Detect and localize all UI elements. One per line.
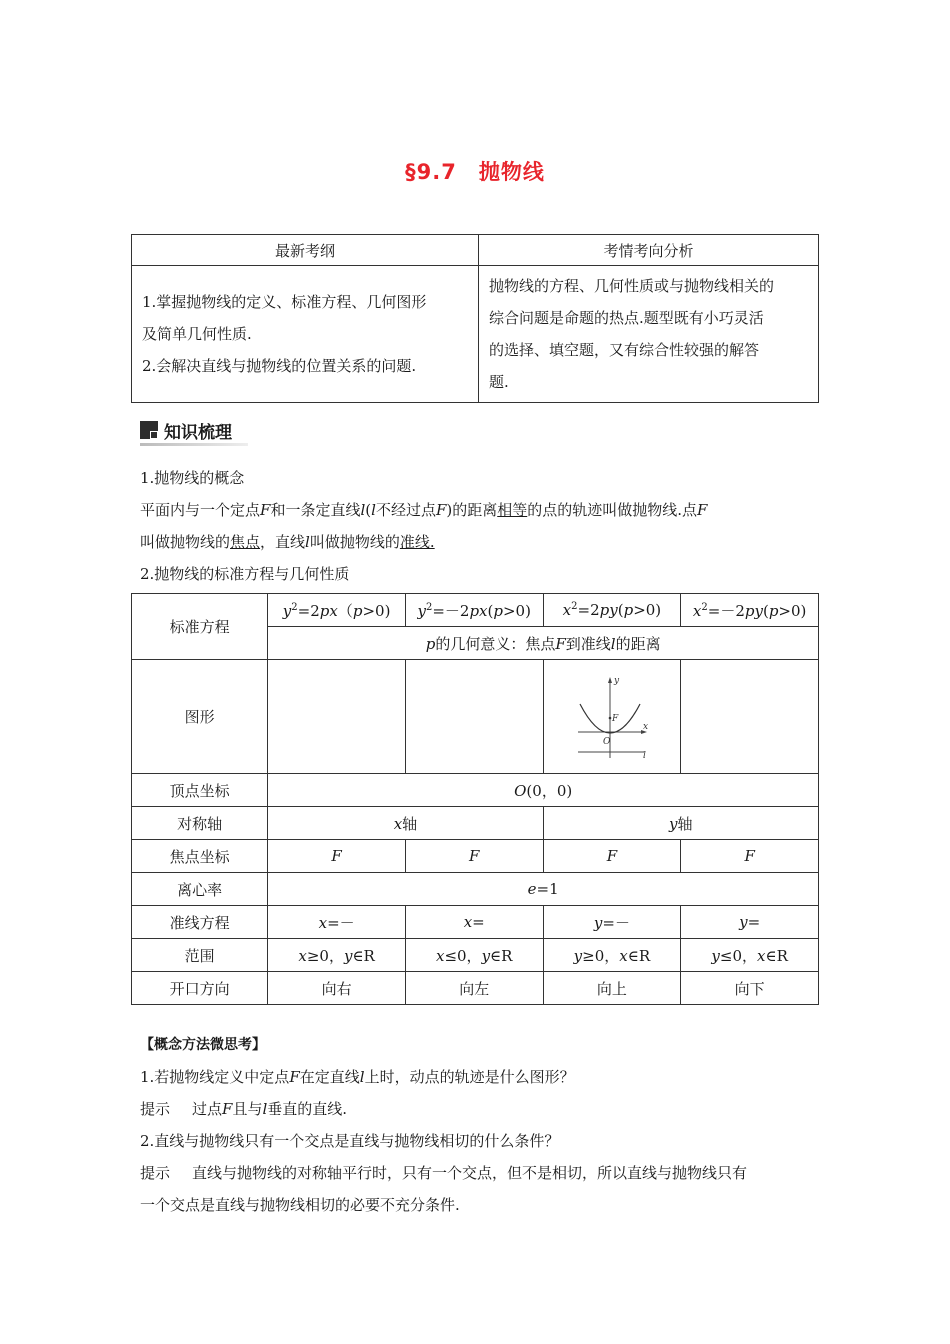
think-heading: 【概念方法微思考】 <box>140 1037 266 1053</box>
diagram-F-label: F <box>611 713 619 724</box>
p-meaning-cell: p的几何意义：焦点F到准线l的距离 <box>268 627 819 660</box>
answer-1: 提示 过点F且与l垂直的直线. <box>140 1100 348 1118</box>
row-label-range: 范围 <box>132 939 268 972</box>
equation-cell: $y^2=-2px(p>0)$ <box>405 594 543 627</box>
equation-cell: $x^2=2py(p>0)$ <box>543 594 681 627</box>
syllabus-header-left: 最新考纲 <box>132 235 479 266</box>
syllabus-left-line: 1.掌握抛物线的定义、标准方程、几何图形 <box>142 293 427 311</box>
diagram-O-label: O <box>602 736 611 747</box>
question-2: 2.直线与抛物线只有一个交点是直线与抛物线相切的什么条件？ <box>140 1132 560 1150</box>
focus-cell: F <box>405 840 543 873</box>
directrix-cell: x= <box>405 906 543 939</box>
section-title: 知识梳理 <box>164 422 232 443</box>
syllabus-right-line: 的选择、填空题，又有综合性较强的解答 <box>489 341 760 359</box>
concept-heading: 1.抛物线的概念 <box>140 469 245 487</box>
syllabus-right-cell <box>479 266 819 403</box>
row-label-axis: 对称轴 <box>132 807 268 840</box>
opening-cell: 向右 <box>268 972 406 1005</box>
syllabus-right-line: 综合问题是命题的热点.题型既有小巧灵活 <box>489 309 764 327</box>
graph-cell-empty <box>268 660 406 774</box>
properties-table <box>131 593 819 1005</box>
range-cell: x≤0，y∈R <box>405 939 543 972</box>
row-label-opening: 开口方向 <box>132 972 268 1005</box>
diagram-x-label: x <box>642 721 648 732</box>
diagram-y-label: y <box>613 675 620 686</box>
eccentricity-cell: e=1 <box>268 873 819 906</box>
row-label-eccentricity: 离心率 <box>132 873 268 906</box>
diagram-y-arrow <box>608 677 612 683</box>
vertex-cell: O(0，0) <box>268 774 819 807</box>
syllabus-left-line: 2.会解决直线与抛物线的位置关系的问题. <box>142 357 417 375</box>
graph-cell-empty <box>681 660 819 774</box>
syllabus-left-line: 及简单几何性质. <box>142 325 252 343</box>
answer-2-line1: 提示 直线与抛物线的对称轴平行时，只有一个交点，但不是相切，所以直线与抛物线只有 <box>140 1164 748 1182</box>
syllabus-right-line: 抛物线的方程、几何性质或与抛物线相关的 <box>489 277 775 295</box>
underline-directrix: 准线. <box>399 533 435 551</box>
parabola-upward-diagram <box>572 674 652 760</box>
syllabus-table <box>131 234 819 403</box>
syllabus-left-cell <box>132 266 479 403</box>
focus-cell: F <box>543 840 681 873</box>
row-label-vertex: 顶点坐标 <box>132 774 268 807</box>
opening-cell: 向下 <box>681 972 819 1005</box>
opening-cell: 向左 <box>405 972 543 1005</box>
concept-paragraph-line1: 平面内与一个定点F和一条定直线l(l不经过点F)的距离相等的点的轨迹叫做抛物线.点F <box>140 501 708 519</box>
focus-cell: F <box>268 840 406 873</box>
row-label-standard-equation: 标准方程 <box>132 594 268 660</box>
diagram-l-label: l <box>642 750 646 760</box>
range-cell: y≤0，x∈R <box>681 939 819 972</box>
directrix-cell: y=－ <box>543 906 681 939</box>
underline-focus: 焦点 <box>230 533 261 551</box>
focus-cell: F <box>681 840 819 873</box>
section-square-icon <box>140 421 158 439</box>
row-label-directrix: 准线方程 <box>132 906 268 939</box>
row-label-graph: 图形 <box>132 660 268 774</box>
equation-cell: $x^2=-2py(p>0)$ <box>681 594 819 627</box>
range-cell: x≥0，y∈R <box>268 939 406 972</box>
equation-cell: $y^2=2px(p>0)$ <box>268 594 406 627</box>
syllabus-right-line: 题. <box>489 373 509 391</box>
graph-cell-empty <box>405 660 543 774</box>
opening-cell: 向上 <box>543 972 681 1005</box>
directrix-cell: x=－ <box>268 906 406 939</box>
row-label-focus: 焦点坐标 <box>132 840 268 873</box>
page-title: §9.7 抛物线 <box>405 160 545 184</box>
properties-heading: 2.抛物线的标准方程与几何性质 <box>140 565 350 583</box>
section-heading <box>140 417 248 443</box>
axis-cell-y: y轴 <box>543 807 818 840</box>
diagram-focus-point <box>609 716 612 719</box>
axis-cell-x: x轴 <box>268 807 543 840</box>
graph-cell-upward <box>543 660 681 774</box>
range-cell: y≥0，x∈R <box>543 939 681 972</box>
concept-paragraph-line2: 叫做抛物线的焦点，直线l叫做抛物线的准线. <box>140 533 435 551</box>
syllabus-header-right: 考情考向分析 <box>479 235 819 266</box>
question-1: 1.若抛物线定义中定点F在定直线l上时，动点的轨迹是什么图形？ <box>140 1068 575 1086</box>
section-underline <box>140 443 248 446</box>
directrix-cell: y= <box>681 906 819 939</box>
underline-equal: 相等 <box>497 501 528 519</box>
answer-2-line2: 一个交点是直线与抛物线相切的必要不充分条件. <box>140 1196 460 1214</box>
